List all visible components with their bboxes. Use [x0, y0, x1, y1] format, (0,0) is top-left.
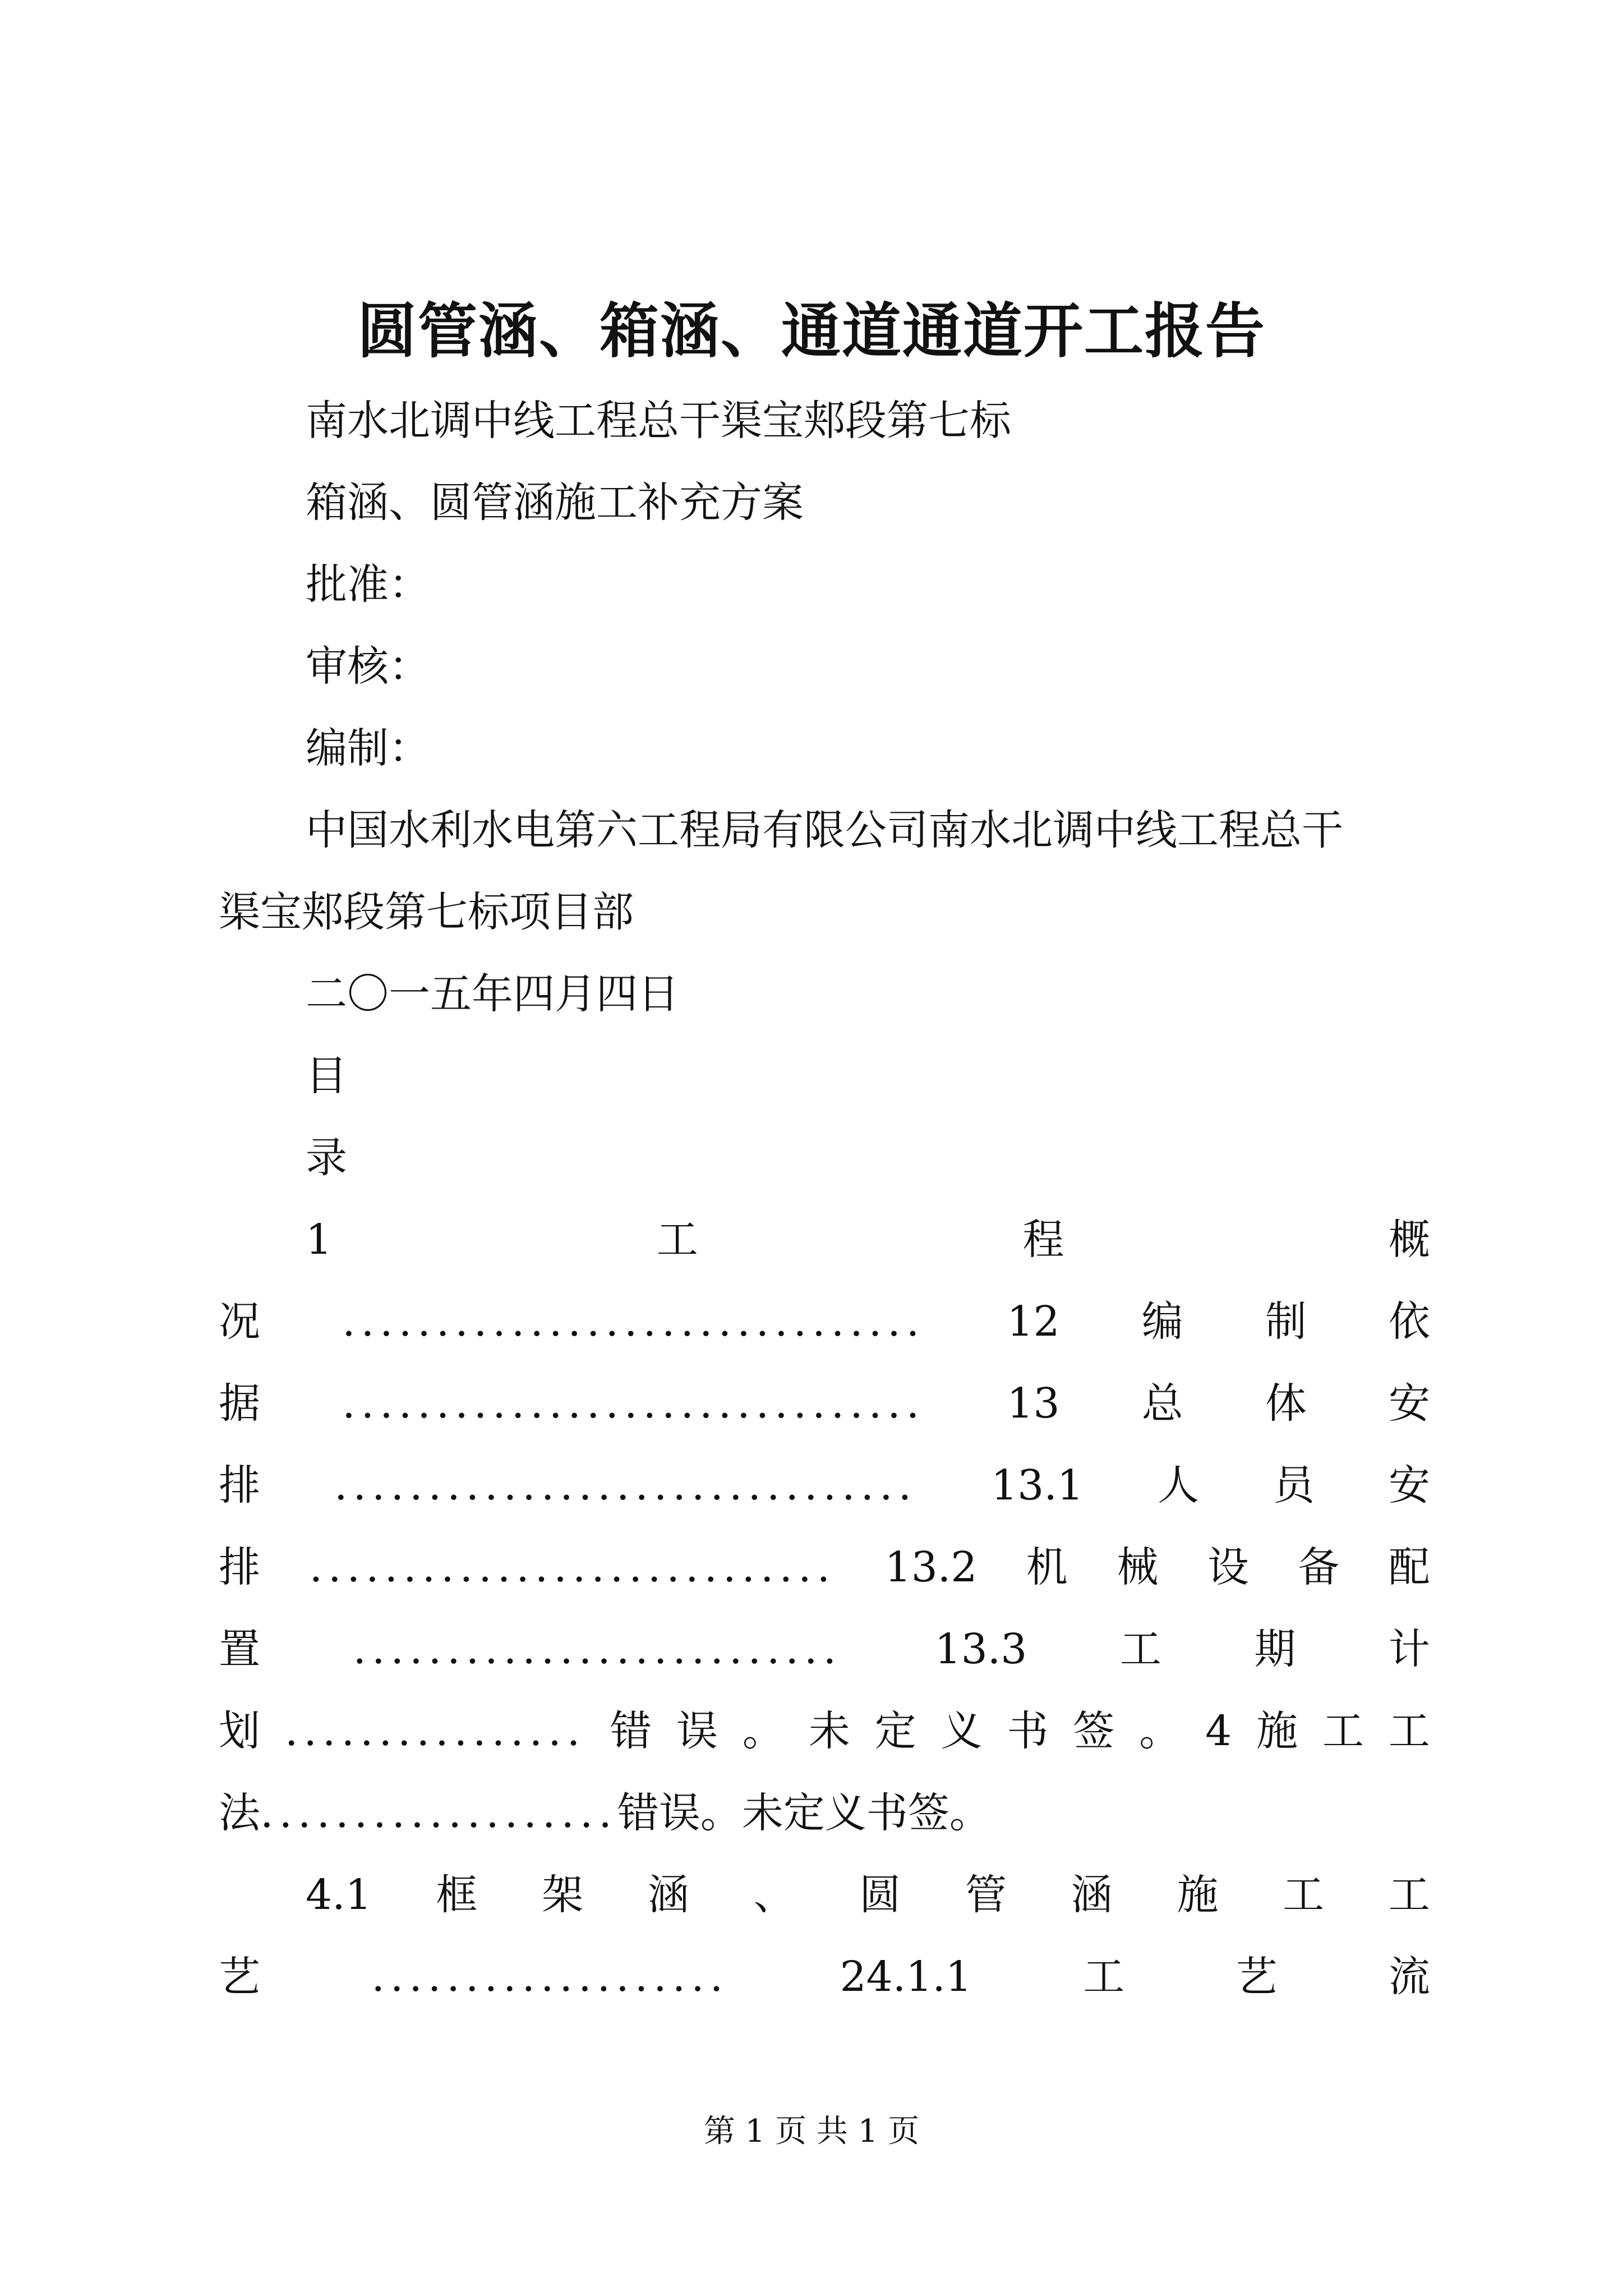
toc-cell: 误 — [676, 1707, 718, 1755]
toc-cell: 设 — [1207, 1543, 1249, 1591]
toc-cell: 置 — [219, 1625, 260, 1673]
toc-cell: 。 — [1139, 1707, 1181, 1755]
toc-cell: 计 — [1388, 1625, 1430, 1673]
toc-leader-dots: ............................... — [342, 1297, 925, 1346]
toc-leader-dots: ................ — [284, 1707, 586, 1755]
toc-cell: 备 — [1298, 1543, 1340, 1591]
page-footer: 第 1 页 共 1 页 — [703, 2113, 920, 2150]
review-label: 审核： — [306, 642, 430, 691]
toc-cell: 安 — [1388, 1461, 1430, 1510]
toc-row — [219, 1949, 1430, 2005]
toc-row — [306, 1867, 1430, 1923]
toc-cell: 未 — [808, 1707, 850, 1755]
toc-cell: 艺 — [1235, 1953, 1278, 2001]
toc-row — [219, 1539, 1430, 1595]
toc-cell: 排 — [219, 1461, 260, 1510]
toc-cell: 期 — [1254, 1625, 1296, 1673]
project-line: 南水北调中线工程总干渠宝郏段第七标 — [306, 397, 1011, 445]
toc-cell: 程 — [1022, 1216, 1064, 1264]
toc-row — [219, 1785, 1430, 1841]
toc-leader-dots: ............................... — [342, 1379, 925, 1428]
toc-row — [219, 1375, 1430, 1432]
toc-heading-char-2: 录 — [306, 1134, 347, 1182]
toc-cell: 流 — [1388, 1953, 1430, 2001]
toc-cell: 框 — [436, 1871, 478, 1919]
org-line-1 — [219, 802, 1430, 858]
approve-label: 批准： — [306, 560, 430, 609]
document-title: 圆管涵、箱涵、通道通道开工报告 — [357, 296, 1266, 366]
toc-cell: 、 — [753, 1871, 795, 1919]
toc-cell: 据 — [219, 1379, 260, 1428]
toc-cell: 安 — [1389, 1379, 1430, 1428]
plan-title: 箱涵、圆管涵施工补充方案 — [306, 478, 804, 527]
toc-cell: 工 — [1119, 1625, 1161, 1673]
toc-row — [219, 1621, 1430, 1677]
toc-cell: 工 — [1388, 1707, 1430, 1755]
toc-leader-dots: .......................... — [353, 1625, 842, 1673]
toc-cell: 架 — [542, 1871, 584, 1919]
toc-page-number: 12 — [1007, 1297, 1060, 1346]
toc-cell: 械 — [1117, 1543, 1159, 1591]
toc-cell: 排 — [219, 1543, 260, 1591]
toc-cell: 工 — [1388, 1871, 1430, 1919]
toc-row — [306, 1212, 1430, 1268]
toc-cell: 签 — [1073, 1707, 1115, 1755]
toc-cell: 依 — [1389, 1297, 1430, 1346]
toc-cell: 1 — [306, 1216, 333, 1264]
toc-cell: 划 — [219, 1707, 260, 1755]
toc-page-number: 13 — [1007, 1379, 1060, 1428]
toc-row — [219, 1457, 1430, 1513]
toc-cell: 错误。未定义书签。 — [617, 1789, 991, 1837]
org-line-2: 渠宝郏段第七标项目部 — [219, 888, 634, 936]
toc-cell: 工 — [1322, 1707, 1364, 1755]
toc-cell: 工 — [656, 1216, 698, 1264]
toc-cell: 工 — [1083, 1953, 1125, 2001]
toc-cell: 概 — [1388, 1216, 1430, 1264]
toc-cell: 定 — [874, 1707, 916, 1755]
prepare-label: 编制： — [306, 724, 430, 772]
toc-row — [219, 1294, 1430, 1350]
toc-cell: 法 — [219, 1789, 260, 1837]
toc-cell: 。 — [742, 1707, 784, 1755]
org-text-1: 中国水利水电第六工程局有限公司南水北调中线工程总干 — [306, 806, 1343, 854]
toc-cell: 施 — [1177, 1871, 1219, 1919]
toc-cell: 体 — [1265, 1379, 1307, 1428]
toc-cell: 错 — [610, 1707, 652, 1755]
toc-cell: 况 — [219, 1297, 260, 1346]
toc-cell: 书 — [1007, 1707, 1049, 1755]
toc-cell: 总 — [1141, 1379, 1183, 1428]
toc-leader-dots: ............................... — [334, 1461, 917, 1510]
toc-leader-dots: ................... — [371, 1953, 729, 2001]
toc-cell: 配 — [1388, 1543, 1430, 1591]
toc-cell: 人 — [1157, 1461, 1199, 1510]
toc-cell: 施 — [1256, 1707, 1298, 1755]
toc-cell: 编 — [1141, 1297, 1183, 1346]
toc-section-number: 4.1 — [306, 1871, 372, 1919]
toc-row — [219, 1703, 1430, 1759]
toc-leader-dots: ................... — [260, 1789, 617, 1837]
toc-cell: 涵 — [647, 1871, 689, 1919]
document-date: 二〇一五年四月四日 — [306, 970, 679, 1018]
toc-leader-dots: ............................ — [309, 1543, 836, 1591]
toc-cell: 4 — [1205, 1707, 1232, 1755]
toc-cell: 圆 — [859, 1871, 901, 1919]
toc-cell: 艺 — [219, 1953, 260, 2001]
toc-cell: 涵 — [1071, 1871, 1113, 1919]
toc-page-number: 13.3 — [934, 1625, 1027, 1673]
toc-heading-char-1: 目 — [306, 1052, 347, 1100]
toc-cell: 工 — [1283, 1871, 1325, 1919]
toc-cell: 员 — [1272, 1461, 1315, 1510]
toc-cell: 机 — [1026, 1543, 1068, 1591]
toc-page-number: 13.2 — [884, 1543, 978, 1591]
toc-cell: 管 — [965, 1871, 1007, 1919]
toc-cell: 制 — [1265, 1297, 1307, 1346]
toc-page-number: 13.1 — [991, 1461, 1083, 1510]
toc-page-number: 24.1.1 — [840, 1953, 972, 2001]
toc-cell: 义 — [940, 1707, 983, 1755]
